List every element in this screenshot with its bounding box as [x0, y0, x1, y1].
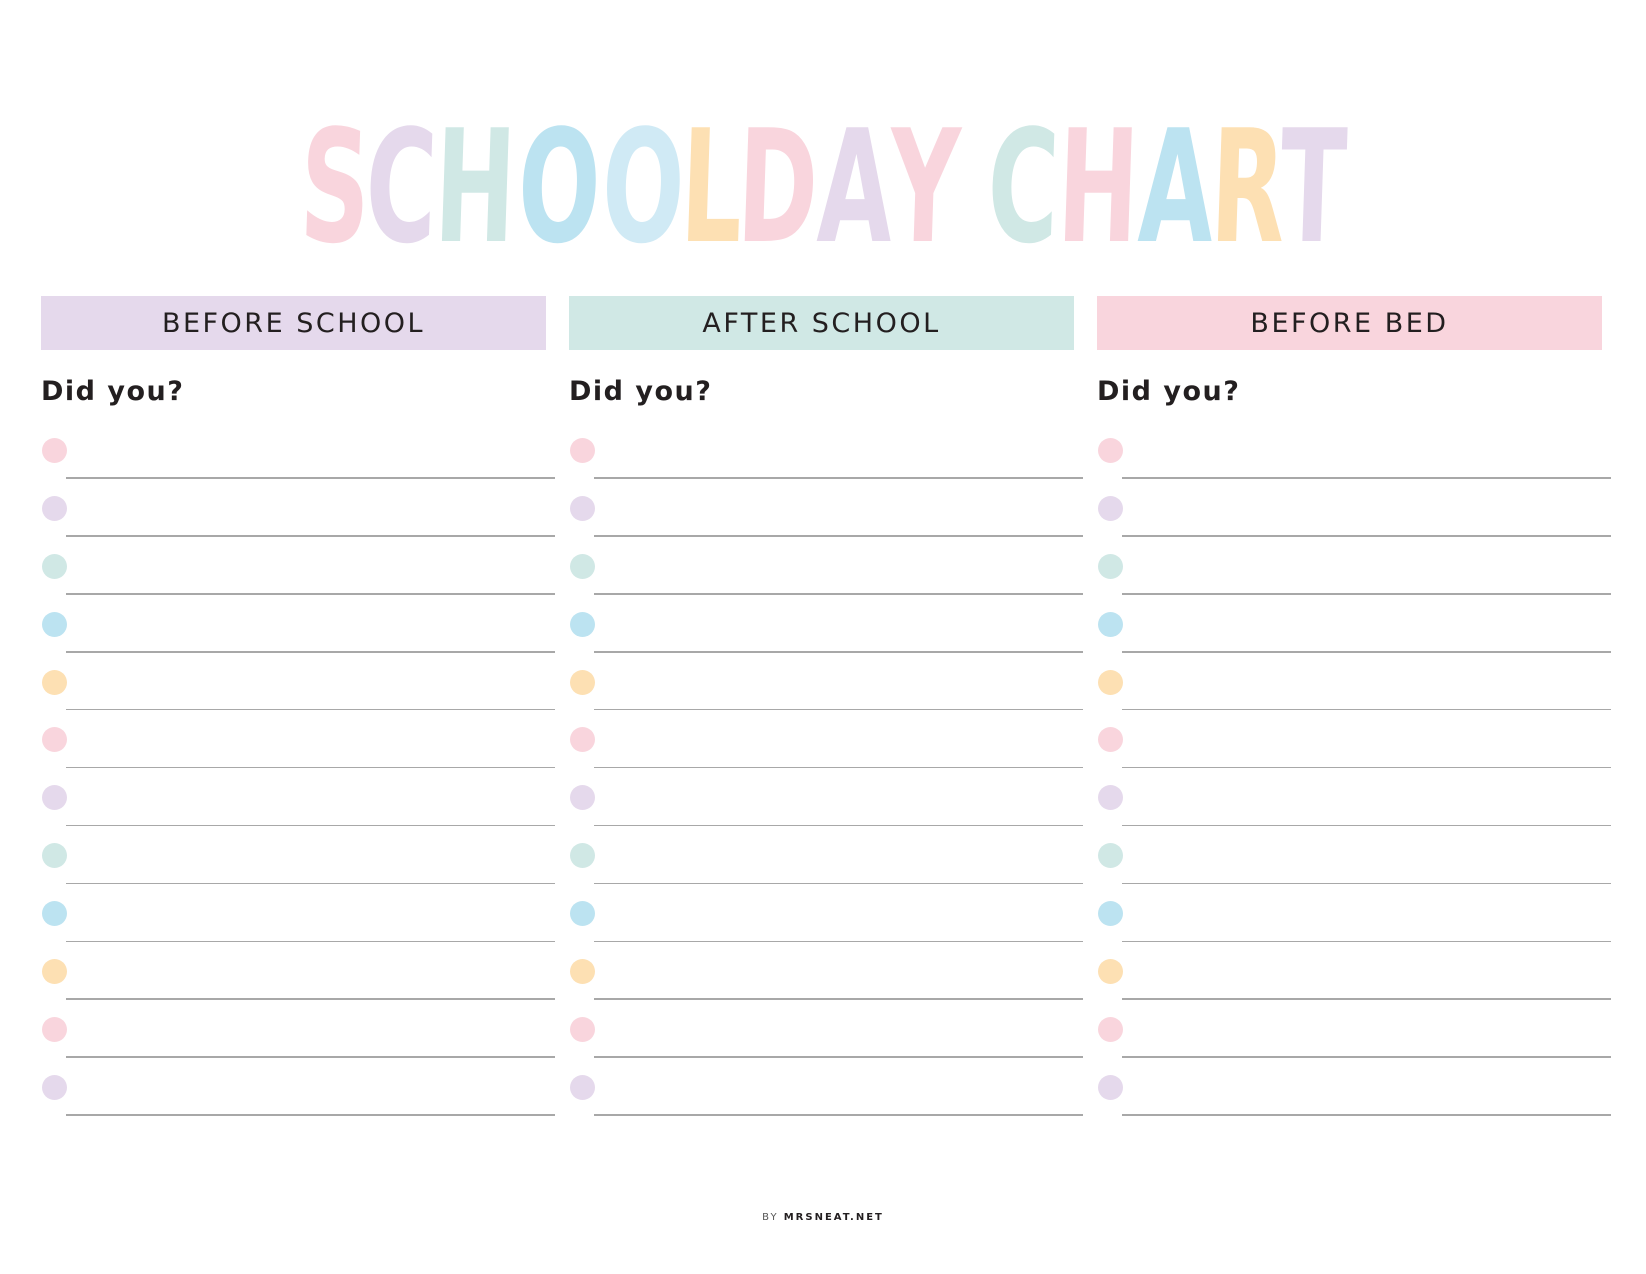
title-letter: L	[677, 96, 746, 278]
checklist	[41, 421, 551, 1116]
title-letter: C	[362, 96, 440, 278]
column-header: BEFORE SCHOOL	[41, 296, 546, 350]
bullet-dot-icon	[42, 1075, 67, 1100]
footer-by: BY	[762, 1212, 779, 1223]
footer-site: MRSNEAT.NET	[783, 1212, 884, 1223]
title-letter: Y	[886, 96, 962, 278]
bullet-dot-icon	[570, 1075, 595, 1100]
title-letter: S	[297, 96, 374, 278]
checklist-row[interactable]	[1097, 537, 1607, 595]
checklist-row[interactable]	[41, 1000, 551, 1058]
checklist-row[interactable]	[41, 1058, 551, 1116]
title-letter: T	[1277, 96, 1350, 278]
checklist-row[interactable]	[1097, 1058, 1607, 1116]
checklist-row[interactable]	[1097, 421, 1607, 479]
checklist-row[interactable]	[1097, 942, 1607, 1000]
bullet-dot-icon	[570, 612, 595, 637]
title-letter: H	[431, 96, 519, 278]
bullet-dot-icon	[570, 670, 595, 695]
did-you-prompt: Did you?	[569, 376, 713, 407]
title-letter: H	[1054, 96, 1142, 278]
bullet-dot-icon	[1098, 612, 1123, 637]
title-letter: O	[514, 96, 603, 278]
bullet-dot-icon	[570, 727, 595, 752]
bullet-dot-icon	[1098, 901, 1123, 926]
checklist-row[interactable]	[569, 537, 1079, 595]
bullet-dot-icon	[1098, 554, 1123, 579]
bullet-dot-icon	[42, 959, 67, 984]
bullet-dot-icon	[42, 496, 67, 521]
bullet-dot-icon	[42, 901, 67, 926]
title-letter: A	[1135, 96, 1217, 278]
bullet-dot-icon	[570, 496, 595, 521]
title-letter: R	[1208, 96, 1289, 278]
footer-credit	[0, 1212, 1646, 1223]
checklist-row[interactable]	[41, 884, 551, 942]
checklist-row[interactable]	[569, 710, 1079, 768]
write-line	[66, 1114, 555, 1116]
bullet-dot-icon	[570, 438, 595, 463]
checklist-row[interactable]	[569, 595, 1079, 653]
checklist-row[interactable]	[41, 653, 551, 711]
bullet-dot-icon	[1098, 843, 1123, 868]
checklist-row[interactable]	[41, 537, 551, 595]
bullet-dot-icon	[42, 554, 67, 579]
checklist-row[interactable]	[569, 421, 1079, 479]
column-before-bed	[1097, 296, 1607, 407]
bullet-dot-icon	[42, 785, 67, 810]
checklist	[1097, 421, 1607, 1116]
bullet-dot-icon	[1098, 1017, 1123, 1042]
bullet-dot-icon	[1098, 727, 1123, 752]
bullet-dot-icon	[570, 1017, 595, 1042]
checklist-row[interactable]	[1097, 768, 1607, 826]
column-header: BEFORE BED	[1097, 296, 1602, 350]
checklist-row[interactable]	[569, 1000, 1079, 1058]
column-after-school	[569, 296, 1079, 407]
bullet-dot-icon	[570, 554, 595, 579]
checklist-row[interactable]	[1097, 826, 1607, 884]
title-letter: C	[985, 96, 1063, 278]
title-letter: A	[814, 96, 896, 278]
checklist-row[interactable]	[41, 826, 551, 884]
bullet-dot-icon	[42, 843, 67, 868]
bullet-dot-icon	[42, 438, 67, 463]
checklist-row[interactable]	[41, 421, 551, 479]
bullet-dot-icon	[570, 901, 595, 926]
checklist-row[interactable]	[569, 884, 1079, 942]
checklist-row[interactable]	[1097, 1000, 1607, 1058]
bullet-dot-icon	[1098, 496, 1123, 521]
bullet-dot-icon	[1098, 1075, 1123, 1100]
bullet-dot-icon	[42, 1017, 67, 1042]
checklist-row[interactable]	[41, 942, 551, 1000]
bullet-dot-icon	[570, 843, 595, 868]
title-letter: D	[734, 96, 822, 278]
checklist-row[interactable]	[569, 479, 1079, 537]
bullet-dot-icon	[42, 670, 67, 695]
checklist-row[interactable]	[1097, 653, 1607, 711]
checklist-row[interactable]	[569, 653, 1079, 711]
checklist	[569, 421, 1079, 1116]
bullet-dot-icon	[570, 785, 595, 810]
checklist-row[interactable]	[1097, 479, 1607, 537]
column-header: AFTER SCHOOL	[569, 296, 1074, 350]
bullet-dot-icon	[1098, 438, 1123, 463]
did-you-prompt: Did you?	[1097, 376, 1241, 407]
checklist-row[interactable]	[1097, 710, 1607, 768]
write-line	[594, 1114, 1083, 1116]
bullet-dot-icon	[1098, 670, 1123, 695]
title-letter: O	[599, 96, 688, 278]
bullet-dot-icon	[1098, 785, 1123, 810]
checklist-row[interactable]	[41, 479, 551, 537]
write-line	[1122, 1114, 1611, 1116]
column-before-school	[41, 296, 551, 407]
checklist-row[interactable]	[569, 826, 1079, 884]
bullet-dot-icon	[570, 959, 595, 984]
checklist-row[interactable]	[1097, 884, 1607, 942]
checklist-row[interactable]	[569, 1058, 1079, 1116]
checklist-row[interactable]	[41, 710, 551, 768]
checklist-row[interactable]	[569, 768, 1079, 826]
checklist-row[interactable]	[1097, 595, 1607, 653]
bullet-dot-icon	[42, 727, 67, 752]
checklist-row[interactable]	[41, 768, 551, 826]
bullet-dot-icon	[1098, 959, 1123, 984]
checklist-row[interactable]	[569, 942, 1079, 1000]
did-you-prompt: Did you?	[41, 376, 185, 407]
chart-title	[0, 96, 1646, 278]
bullet-dot-icon	[42, 612, 67, 637]
checklist-row[interactable]	[41, 595, 551, 653]
